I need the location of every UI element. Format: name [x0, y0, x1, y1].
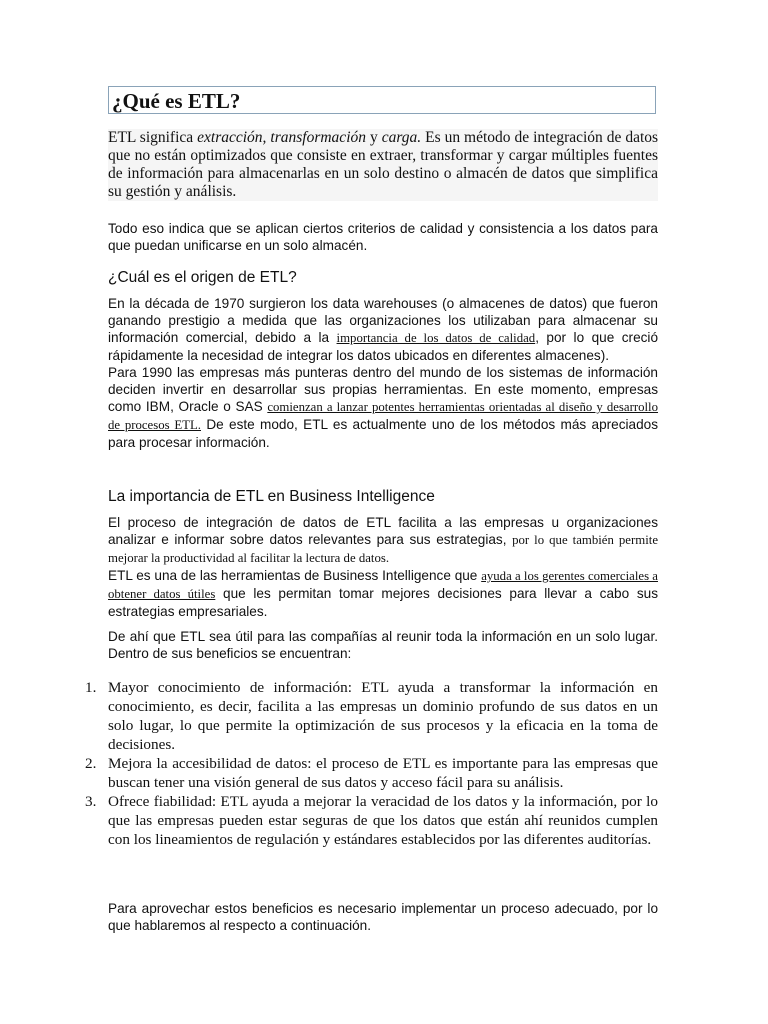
list-item-number: 2. — [85, 755, 97, 772]
bi-paragraph — [108, 514, 658, 620]
link-herramientas-etl[interactable]: comienzan a lanzar potentes herramientas orientadas al diseño y desarrollo de procesos ETL. — [108, 400, 659, 432]
heading-bi: La importancia de ETL en Business Intelligence — [108, 488, 435, 505]
intro-paragraph — [108, 129, 658, 201]
origin-text-1: En la década de 1970 surgieron los data warehouses (o almacenes de datos) que fueron ganando prestigio a medida que las organizaciones los utilizaban para almacenar su información comercial, debido a la — [108, 296, 658, 345]
benefits-list — [85, 678, 658, 849]
list-item-text: Ofrece fiabilidad: ETL ayuda a mejorar la veracidad de los datos y la información, por lo que las empresas pueden estar seguras de que los datos que están ahí reunidos cumplen con los lineamientos de regulación y estándares establecidos por las diferentes auditorías. — [108, 793, 658, 848]
heading-origin: ¿Cuál es el origen de ETL? — [108, 269, 297, 286]
closing-paragraph: Para aprovechar estos beneficios es necesario implementar un proceso adecuado, por lo que hablaremos al respecto a continuación. — [108, 901, 658, 933]
bi-text-2: ETL es una de las herramientas de Business Intelligence que — [108, 568, 478, 583]
origin-paragraph — [108, 295, 658, 451]
list-item — [85, 678, 658, 754]
benefits-intro-paragraph: De ahí que ETL sea útil para las compañías al reunir toda la información en un solo lugar. Dentro de sus beneficios se encuentran: — [108, 629, 658, 661]
term-carga: carga. — [381, 129, 422, 146]
bi-text-1: El proceso de integración de datos de ETL facilita a las empresas u organizaciones analizar e informar sobre datos relevantes para sus estrategias, — [108, 515, 658, 547]
intro-conj: y — [369, 129, 378, 146]
list-item — [85, 754, 658, 792]
link-gerentes-comerciales[interactable]: ayuda a los gerentes comerciales a obtener datos útiles — [108, 569, 658, 601]
quality-paragraph: Todo eso indica que se aplican ciertos criterios de calidad y consistencia a los datos para que puedan unificarse en un solo almacén. — [108, 221, 658, 253]
bi-text-3: que les permitan tomar mejores decisiones para llevar a cabo sus estrategias empresariales. — [108, 586, 658, 619]
term-extraccion: extracción, — [197, 129, 267, 146]
list-item-text: Mejora la accesibilidad de datos: el proceso de ETL es importante para las empresas que buscan tener una visión general de sus datos y acceso fácil para su análisis. — [108, 755, 658, 791]
intro-rest: Es un método de integración de datos que no están optimizados que consiste en extraer, transformar y cargar múltiples fuentes de información para almacenarlas en un solo destino o almacén de datos que simplifica su gestión y análisis. — [108, 129, 659, 200]
term-transformacion: transformación — [270, 129, 366, 146]
origin-text-3: Para 1990 las empresas más punteras dentro del mundo de los sistemas de información deciden invertir en desarrollar sus propias herramientas. En este momento, empresas como IBM, Oracle o SAS — [108, 365, 658, 414]
intro-prefix: ETL significa — [108, 129, 194, 146]
list-item-text: Mayor conocimiento de información: ETL ayuda a transformar la información en conocimiento, es decir, facilita a las empresas un dominio profundo de sus datos en un solo lugar, lo que permite la optimización de sus procesos y la eficacia en la toma de decisiones. — [108, 679, 658, 753]
list-item — [85, 792, 658, 849]
page-title: ¿Qué es ETL? — [108, 86, 656, 114]
origin-text-4: De este modo, ETL es actualmente uno de los métodos más apreciados para procesar información. — [108, 417, 659, 450]
link-importancia-datos[interactable]: importancia de los datos de calidad — [336, 331, 536, 345]
origin-text-2: , por lo que creció rápidamente la necesidad de integrar los datos ubicados en diferentes almacenes). — [108, 330, 659, 363]
bi-text-serif: por lo que también permite mejorar la productividad al facilitar la lectura de datos. — [108, 533, 658, 565]
list-item-number: 1. — [85, 679, 97, 696]
list-item-number: 3. — [85, 793, 97, 810]
